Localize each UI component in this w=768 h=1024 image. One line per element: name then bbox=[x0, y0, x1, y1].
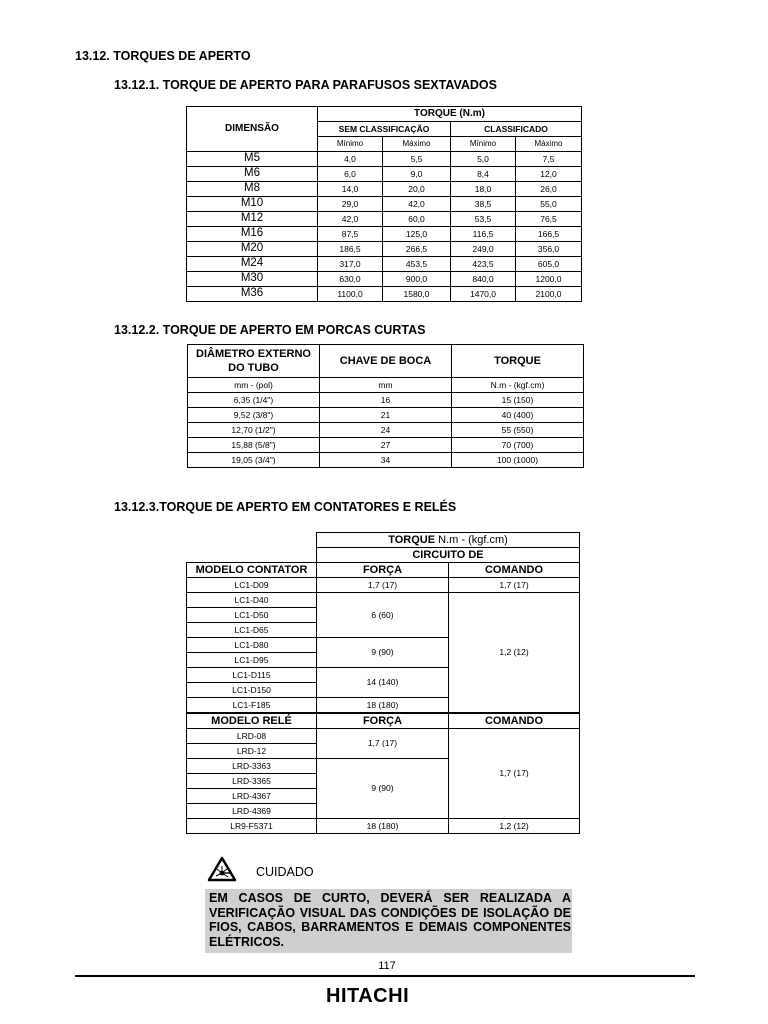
min-header: Mínimo bbox=[451, 137, 516, 152]
torque-value-cell: 186,5 bbox=[318, 242, 383, 257]
page-number: 117 bbox=[378, 960, 396, 972]
footer-divider bbox=[75, 975, 695, 977]
torque-value-cell: 38,5 bbox=[451, 197, 516, 212]
table-row bbox=[188, 438, 584, 453]
torque-value-cell: 29,0 bbox=[318, 197, 383, 212]
tube-diameter-cell: 19,05 (3/4") bbox=[188, 453, 320, 468]
torque-value-cell: 116,5 bbox=[451, 227, 516, 242]
table-row-model: LC1-D115 bbox=[187, 668, 317, 683]
table-row-model: LRD-4369 bbox=[187, 804, 317, 819]
torque-value-cell: 125,0 bbox=[383, 227, 451, 242]
col-wrench-header: CHAVE DE BOCA bbox=[320, 345, 452, 378]
table-row-model: LRD-12 bbox=[187, 744, 317, 759]
force-cell: 14 (140) bbox=[317, 668, 449, 698]
dimension-cell: M6 bbox=[187, 167, 318, 182]
dimension-cell: M10 bbox=[187, 197, 318, 212]
wrench-cell: 21 bbox=[320, 408, 452, 423]
col-torque-header: TORQUE (N.m) bbox=[318, 107, 582, 122]
table-row bbox=[187, 197, 582, 212]
dimension-cell: M16 bbox=[187, 227, 318, 242]
table-row bbox=[188, 423, 584, 438]
table-row bbox=[187, 167, 582, 182]
dimension-cell: M24 bbox=[187, 257, 318, 272]
table-row-model: LC1-D50 bbox=[187, 608, 317, 623]
table-row-model: LRD-3365 bbox=[187, 774, 317, 789]
force-cell: 18 (180) bbox=[317, 698, 449, 714]
tube-diameter-cell: 15,88 (5/8") bbox=[188, 438, 320, 453]
table-row-model: LC1-D95 bbox=[187, 653, 317, 668]
torque-value-cell: 266,5 bbox=[383, 242, 451, 257]
section-heading: 13.12. TORQUES DE APERTO bbox=[75, 49, 251, 63]
unit-torque: N.m - (kgf.cm) bbox=[452, 378, 584, 393]
group-classified-header: CLASSIFICADO bbox=[451, 122, 582, 137]
table-row bbox=[187, 152, 582, 167]
wrench-cell: 27 bbox=[320, 438, 452, 453]
tube-diameter-cell: 6,35 (1/4") bbox=[188, 393, 320, 408]
torque-value-cell: 9,0 bbox=[383, 167, 451, 182]
caution-label: CUIDADO bbox=[256, 865, 314, 879]
table-row bbox=[187, 287, 582, 302]
dimension-cell: M12 bbox=[187, 212, 318, 227]
force-cell: 9 (90) bbox=[317, 638, 449, 668]
col-relay-header: MODELO RELÉ bbox=[187, 713, 317, 729]
unit-wrench: mm bbox=[320, 378, 452, 393]
table-row bbox=[187, 242, 582, 257]
torque-value-cell: 12,0 bbox=[516, 167, 582, 182]
table-row-model: LC1-D09 bbox=[187, 578, 317, 593]
min-header: Mínimo bbox=[318, 137, 383, 152]
unit-tube-diameter: mm - (pol) bbox=[188, 378, 320, 393]
hex-bolt-torque-table bbox=[186, 106, 582, 302]
col-dimension-header: DIMENSÃO bbox=[187, 107, 318, 152]
table-row-model: LC1-D80 bbox=[187, 638, 317, 653]
col-tube-diameter-header: DIÂMETRO EXTERNO DO TUBO bbox=[188, 345, 320, 378]
torque-value-cell: 1100,0 bbox=[318, 287, 383, 302]
force-cell: 1,7 (17) bbox=[317, 578, 449, 593]
torque-value-cell: 356,0 bbox=[516, 242, 582, 257]
contactor-relay-torque-table bbox=[186, 532, 580, 834]
torque-header: TORQUE N.m - (kgf.cm) bbox=[317, 533, 580, 548]
dimension-cell: M30 bbox=[187, 272, 318, 287]
table-row bbox=[188, 453, 584, 468]
max-header: Máximo bbox=[516, 137, 582, 152]
torque-value-cell: 7,5 bbox=[516, 152, 582, 167]
table-row-model: LC1-D150 bbox=[187, 683, 317, 698]
short-nut-torque-table bbox=[187, 344, 584, 468]
col-torque-header: TORQUE bbox=[452, 345, 584, 378]
torque-value-cell: 6,0 bbox=[318, 167, 383, 182]
table-row-model: LRD-08 bbox=[187, 729, 317, 744]
torque-value-cell: 423,5 bbox=[451, 257, 516, 272]
torque-value-cell: 840,0 bbox=[451, 272, 516, 287]
table-row bbox=[187, 272, 582, 287]
torque-cell: 70 (700) bbox=[452, 438, 584, 453]
torque-value-cell: 317,0 bbox=[318, 257, 383, 272]
torque-cell: 100 (1000) bbox=[452, 453, 584, 468]
torque-value-cell: 55,0 bbox=[516, 197, 582, 212]
col-command-header: COMANDO bbox=[449, 563, 580, 578]
table-row-model: LR9-F5371 bbox=[187, 819, 317, 834]
torque-value-cell: 42,0 bbox=[318, 212, 383, 227]
table-row-model: LC1-D40 bbox=[187, 593, 317, 608]
torque-value-cell: 1200,0 bbox=[516, 272, 582, 287]
torque-value-cell: 5,0 bbox=[451, 152, 516, 167]
torque-cell: 15 (150) bbox=[452, 393, 584, 408]
table-row-model: LRD-3363 bbox=[187, 759, 317, 774]
torque-value-cell: 900,0 bbox=[383, 272, 451, 287]
torque-value-cell: 8,4 bbox=[451, 167, 516, 182]
torque-value-cell: 20,0 bbox=[383, 182, 451, 197]
laser-warning-icon bbox=[207, 856, 237, 882]
wrench-cell: 16 bbox=[320, 393, 452, 408]
command-cell: 1,2 (12) bbox=[449, 593, 580, 714]
tube-diameter-cell: 9,52 (3/8") bbox=[188, 408, 320, 423]
col-command-header: COMANDO bbox=[449, 713, 580, 729]
table-row bbox=[188, 408, 584, 423]
wrench-cell: 34 bbox=[320, 453, 452, 468]
torque-value-cell: 26,0 bbox=[516, 182, 582, 197]
dimension-cell: M5 bbox=[187, 152, 318, 167]
torque-value-cell: 18,0 bbox=[451, 182, 516, 197]
torque-value-cell: 1470,0 bbox=[451, 287, 516, 302]
group-unclassified-header: SEM CLASSIFICAÇÃO bbox=[318, 122, 451, 137]
circuit-header: CIRCUITO DE bbox=[317, 548, 580, 563]
command-cell: 1,7 (17) bbox=[449, 729, 580, 819]
torque-value-cell: 249,0 bbox=[451, 242, 516, 257]
force-cell: 9 (90) bbox=[317, 759, 449, 819]
dimension-cell: M20 bbox=[187, 242, 318, 257]
torque-cell: 55 (550) bbox=[452, 423, 584, 438]
dimension-cell: M36 bbox=[187, 287, 318, 302]
table-row bbox=[188, 393, 584, 408]
torque-value-cell: 5,5 bbox=[383, 152, 451, 167]
col-force-header: FORÇA bbox=[317, 563, 449, 578]
torque-value-cell: 630,0 bbox=[318, 272, 383, 287]
subsection-heading-3: 13.12.3.TORQUE DE APERTO EM CONTATORES E RELÉS bbox=[114, 500, 457, 514]
torque-value-cell: 60,0 bbox=[383, 212, 451, 227]
torque-value-cell: 42,0 bbox=[383, 197, 451, 212]
table-row bbox=[187, 227, 582, 242]
subsection-heading-2: 13.12.2. TORQUE DE APERTO EM PORCAS CURTAS bbox=[114, 323, 426, 337]
col-force-header: FORÇA bbox=[317, 713, 449, 729]
table-row-model: LC1-F185 bbox=[187, 698, 317, 714]
torque-value-cell: 14,0 bbox=[318, 182, 383, 197]
table-row bbox=[187, 257, 582, 272]
command-cell: 1,7 (17) bbox=[449, 578, 580, 593]
torque-value-cell: 1580,0 bbox=[383, 287, 451, 302]
torque-value-cell: 166,5 bbox=[516, 227, 582, 242]
max-header: Máximo bbox=[383, 137, 451, 152]
table-row-model: LRD-4367 bbox=[187, 789, 317, 804]
tube-diameter-cell: 12,70 (1/2") bbox=[188, 423, 320, 438]
brand-logo: HITACHI bbox=[326, 985, 410, 1007]
caution-text: EM CASOS DE CURTO, DEVERÁ SER REALIZADA A VERIFICAÇÃO VISUAL DAS CONDIÇÕES DE ISOLAÇÃO DE FIOS, CABOS, BARRAMENTOS E DEMAIS COMPONENTES ELÉTRICOS. bbox=[209, 891, 571, 949]
torque-value-cell: 4,0 bbox=[318, 152, 383, 167]
torque-value-cell: 87,5 bbox=[318, 227, 383, 242]
force-cell: 6 (60) bbox=[317, 593, 449, 638]
col-contator-header: MODELO CONTATOR bbox=[187, 563, 317, 578]
torque-value-cell: 605,0 bbox=[516, 257, 582, 272]
torque-value-cell: 2100,0 bbox=[516, 287, 582, 302]
table-row bbox=[187, 212, 582, 227]
torque-value-cell: 76,5 bbox=[516, 212, 582, 227]
wrench-cell: 24 bbox=[320, 423, 452, 438]
force-cell: 18 (180) bbox=[317, 819, 449, 834]
torque-cell: 40 (400) bbox=[452, 408, 584, 423]
table-row-model: LC1-D65 bbox=[187, 623, 317, 638]
dimension-cell: M8 bbox=[187, 182, 318, 197]
command-cell: 1,2 (12) bbox=[449, 819, 580, 834]
torque-value-cell: 453,5 bbox=[383, 257, 451, 272]
subsection-heading-1: 13.12.1. TORQUE DE APERTO PARA PARAFUSOS SEXTAVADOS bbox=[114, 78, 497, 92]
table-row bbox=[187, 182, 582, 197]
force-cell: 1,7 (17) bbox=[317, 729, 449, 759]
torque-value-cell: 53,5 bbox=[451, 212, 516, 227]
